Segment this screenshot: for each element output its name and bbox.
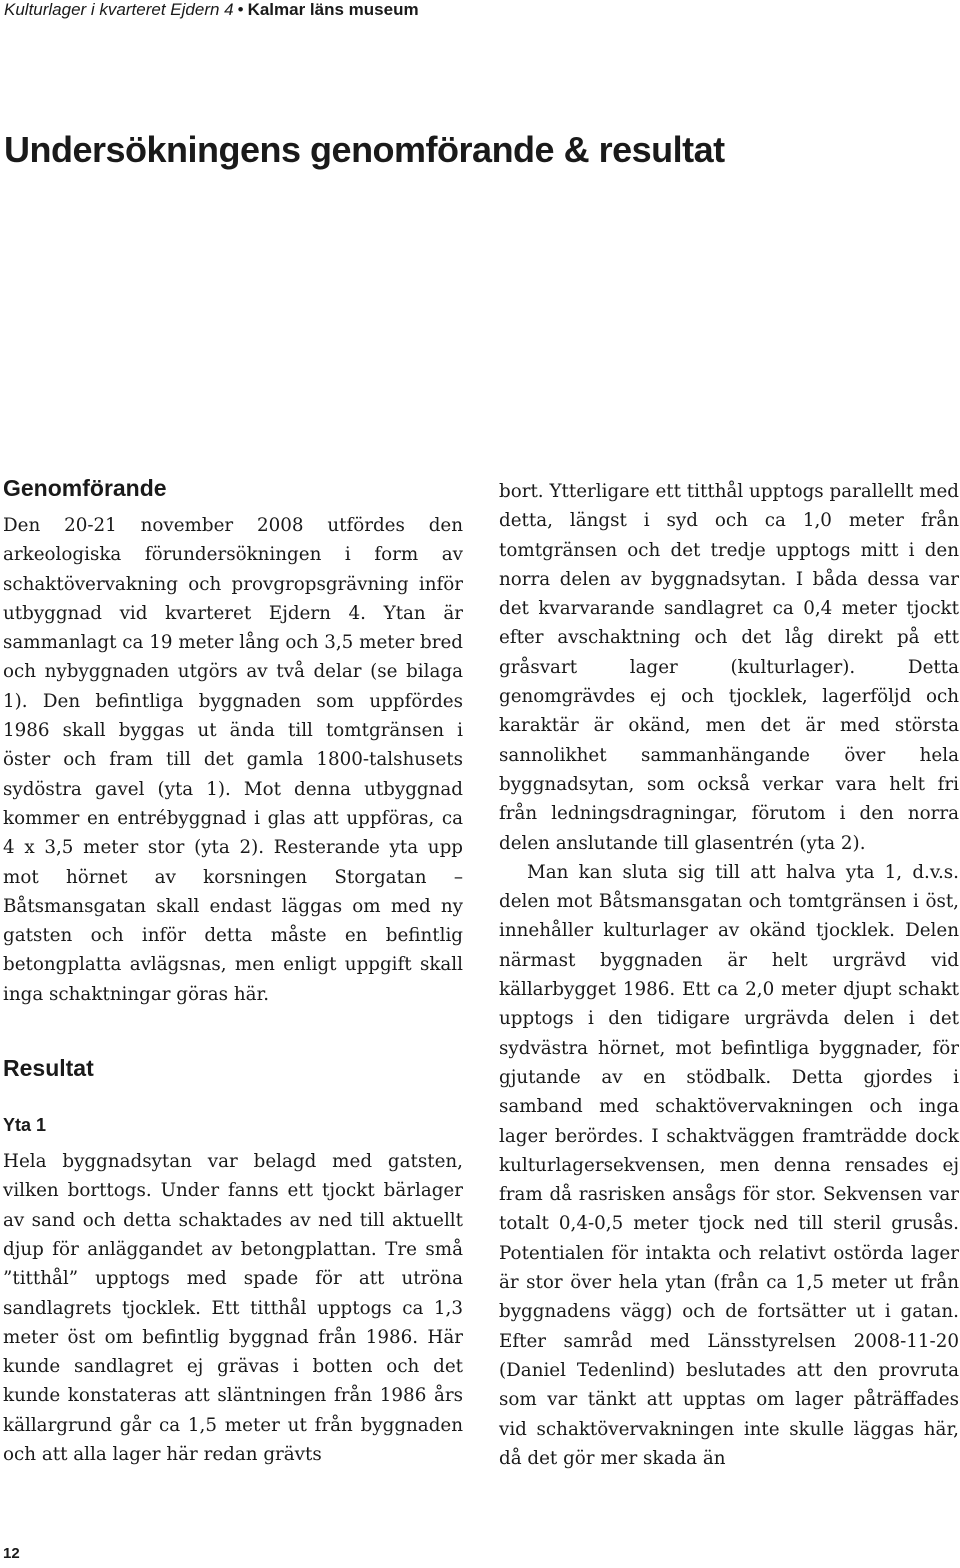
running-head [4, 0, 419, 20]
page-title: Undersökningens genomförande & resultat [4, 129, 725, 170]
paragraph-conclusion: Man kan sluta sig till att halva yta 1, d.v.s. delen mot Båtsmansgatan och tomtgränsen i öst, innehåller kulturlager av okänd tjocklek. Delen närmast byggnaden är helt urgrävd vid källarbygget 1986. Ett ca 2,0 meter djupt schakt upptogs i den tidigare urgrävda delen i det sydvästra hörnet, mot befintliga byggnader, för gjutande av en stödbalk. Detta gjordes i samband med schaktövervakningen och inga lager berördes. I schaktväggen framträdde dock kulturlagersekvensen, men denna rensades ej fram då rasrisken ansågs för stor. Sekvensen var totalt 0,4-0,5 meter tjock ned till steril grusås. Potentialen för intakta och relativt ostörda lager är stor över hela ytan (från ca 1,5 meter ut från byggnadens vägg) och de fortsätter ut i gatan. Efter samråd med Länsstyrelsen 2008-11-20 (Daniel Tedenlind) beslutades att den provruta som var tänkt att upptas om lager påträffades vid schaktövervakningen inte skulle läggas här, då det gör mer skada än [499, 861, 959, 1469]
paragraph-yta-1: Hela byggnadsytan var belagd med gatsten, vilken borttogs. Under fanns ett tjockt bärlager av sand och detta schaktades av ned till aktuellt djup för anläggandet av betongplattan. Tre små ”titthål” upptogs med spade för att utröna sandlagrets tjocklek. Ett titthål upptogs ca 1,3 meter öst om befintlig byggnad från 1986. Här kunde sandlagret ej grävas i botten och det kunde konstateras att släntningen från 1986 års källargrund går ca 1,5 meter ut från byggnaden och att alla lager här redan grävts [3, 1151, 463, 1466]
subheading-yta-1: Yta 1 [3, 1115, 47, 1136]
page-number: 12 [3, 1545, 20, 1562]
heading-genomforande: Genomförande [3, 475, 167, 501]
bullet-separator: • [237, 0, 244, 19]
right-column [499, 477, 959, 1473]
report-series-title: Kulturlager i kvarteret Ejdern 4 [4, 0, 234, 19]
paragraph-genomforande: Den 20-21 november 2008 utfördes den arkeologiska förundersökningen i form av schaktövervakning och provgropsgrävning inför utbyggnad vid kvarteret Ejdern 4. Ytan är sammanlagt ca 19 meter lång och 3,5 meter bred och nybyggnaden utgörs av två delar (se bilaga 1). Den befintliga byggnaden som uppfördes 1986 skall byggas ut ända till tomtgränsen i öster och fram till det gamla 1800-talshusets sydöstra gavel (yta 1). Mot denna utbyggnad kommer en entrébyggnad i glas att uppföras, ca 4 x 3,5 meter stor (yta 2). Resterande yta upp mot hörnet av korsningen Storgatan – Båtsmansgatan skall endast läggas om med ny gatsten och inför detta måste en befintlig betongplatta avlägsnas, men enligt uppgift skall inga schaktningar göras här. [3, 515, 463, 1005]
paragraph-continued: bort. Ytterligare ett titthål upptogs parallellt med detta, längst i syd och ca 1,0 meter från tomtgränsen och det tredje upptogs mitt i den norra delen av byggnadsytan. I båda dessa var det kvarvarande sandlagret ca 0,4 meter tjockt efter avschaktning och det låg direkt på ett gråsvart lager (kulturlager). Detta genomgrävdes ej och tjocklek, lagerföljd och karaktär är okänd, men det är med största sannolikhet sammanhängande över hela byggnadsytan, som också verkar vara helt fri från ledningsdragningar, förutom i den norra delen anslutande till glasentrén (yta 2). [499, 481, 959, 854]
heading-resultat: Resultat [3, 1055, 94, 1082]
publisher-name: Kalmar läns museum [247, 0, 419, 19]
left-column [3, 473, 463, 1469]
